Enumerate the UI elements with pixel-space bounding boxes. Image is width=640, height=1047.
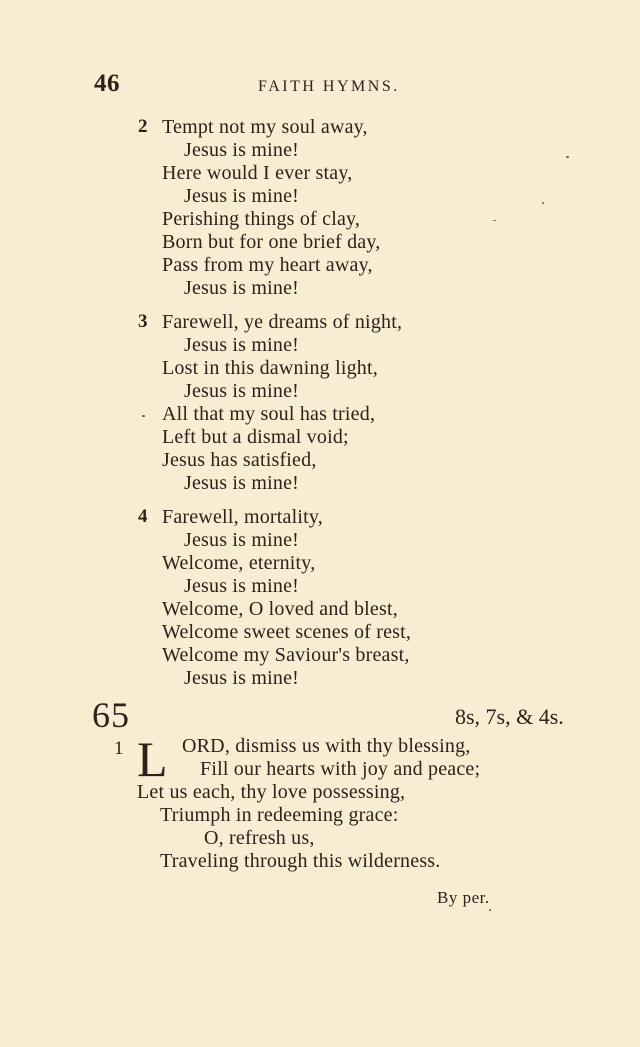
running-head: FAITH HYMNS.: [258, 78, 400, 95]
hymn-line: Farewell, ye dreams of night,: [162, 311, 403, 333]
page-number: 46: [94, 70, 120, 97]
hymn-line: Jesus is mine!: [184, 472, 300, 494]
stanza-number: 2: [138, 116, 148, 137]
hymn-line: Born but for one brief day,: [162, 231, 381, 253]
hymn-line: Here would I ever stay,: [162, 162, 353, 184]
ink-speck: [489, 909, 491, 911]
hymn-meter: 8s, 7s, & 4s.: [455, 704, 564, 729]
stanza-number: 4: [138, 506, 148, 527]
hymn-line: Jesus is mine!: [184, 334, 300, 356]
hymn-line: Left but a dismal void;: [162, 426, 349, 448]
ink-speck: [566, 156, 569, 158]
ink-speck: [142, 415, 145, 417]
hymn-line: Jesus is mine!: [184, 139, 300, 161]
hymn-line: Perishing things of clay,: [162, 208, 361, 230]
hymn-line: Jesus is mine!: [184, 667, 300, 689]
hymn-line: Traveling through this wilderness.: [160, 850, 441, 872]
hymn-line: Triumph in redeeming grace:: [160, 804, 399, 826]
hymn-line: O, refresh us,: [204, 827, 315, 849]
hymn-line: Farewell, mortality,: [162, 506, 323, 528]
hymn-line: Pass from my heart away,: [162, 254, 373, 276]
hymn-line: Let us each, thy love possessing,: [137, 781, 406, 803]
drop-cap: L: [137, 731, 168, 787]
hymn-line: Jesus has satisfied,: [162, 449, 317, 471]
hymn-line: Jesus is mine!: [184, 529, 300, 551]
hymn-line: Welcome, eternity,: [162, 552, 316, 574]
hymn-line: Jesus is mine!: [184, 575, 300, 597]
stanza-number: 3: [138, 311, 148, 332]
hymn-line: Jesus is mine!: [184, 380, 300, 402]
hymn-line: Jesus is mine!: [184, 277, 300, 299]
hymn-line: Welcome, O loved and blest,: [162, 598, 398, 620]
attribution: By per.: [437, 888, 490, 907]
hymn-line: Tempt not my soul away,: [162, 116, 368, 138]
hymn-line: Lost in this dawning light,: [162, 357, 378, 379]
hymn-line: All that my soul has tried,: [162, 403, 376, 425]
hymn-number: 65: [92, 695, 130, 735]
hymn-line: Fill our hearts with joy and peace;: [200, 758, 481, 780]
hymn-line: Welcome sweet scenes of rest,: [162, 621, 412, 643]
ink-speck: [493, 220, 496, 221]
hymn-line: ORD, dismiss us with thy blessing,: [182, 735, 471, 757]
stanza-number: 1: [114, 738, 124, 759]
ink-speck: [542, 202, 544, 204]
hymn-line: Jesus is mine!: [184, 185, 300, 207]
hymn-line: Welcome my Saviour's breast,: [162, 644, 410, 666]
